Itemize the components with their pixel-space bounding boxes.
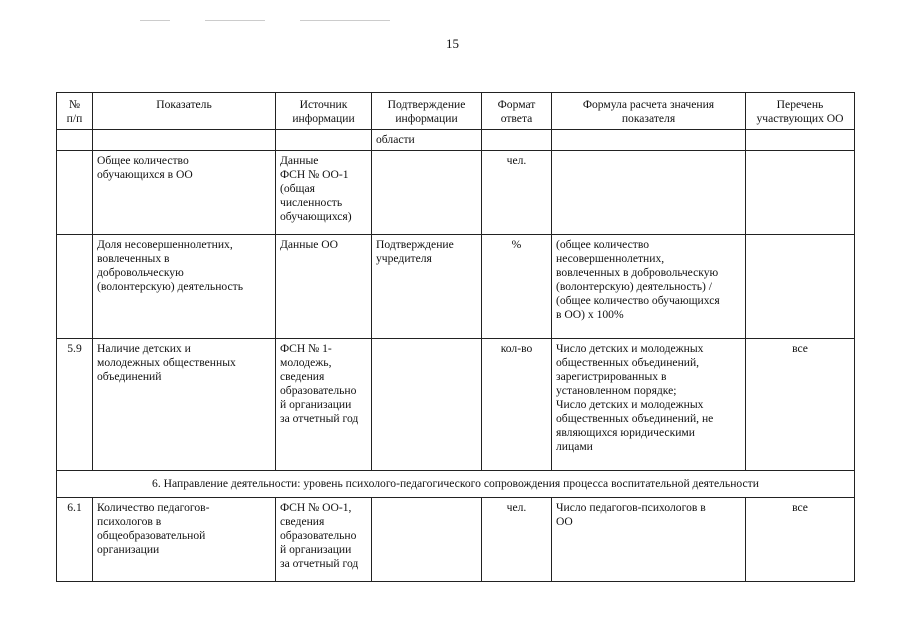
cell-format: кол-во	[482, 339, 552, 471]
scan-artifact	[300, 20, 390, 21]
cell-formula: Число педагогов-психологов в ОО	[552, 498, 746, 582]
cell-source: ФСН № ОО-1, сведения образовательно й организации за отчетный год	[276, 498, 372, 582]
cell-indicator: Доля несовершеннолетних, вовлеченных в добровольческую (волонтерскую) деятельность	[93, 235, 276, 339]
cell-formula: Число детских и молодежных общественных объединений, зарегистрированных в установленном порядке; Число детских и молодежных общественных объединений, не являющихся юридическими лицами	[552, 339, 746, 471]
indicator-table-container	[56, 92, 854, 582]
cell-num	[57, 235, 93, 339]
cell-confirmation	[372, 151, 482, 235]
header-participants: Перечень участвующих ОО	[746, 93, 855, 130]
header-indicator: Показатель	[93, 93, 276, 130]
table-row	[57, 339, 855, 471]
table-row	[57, 235, 855, 339]
cell-participants	[746, 235, 855, 339]
header-formula: Формула расчета значения показателя	[552, 93, 746, 130]
indicator-table	[56, 92, 855, 582]
cell-confirmation: Подтверждение учредителя	[372, 235, 482, 339]
cell-indicator: Количество педагогов- психологов в общеобразовательной организации	[93, 498, 276, 582]
table-header-row	[57, 93, 855, 130]
cell-source: ФСН № 1- молодежь, сведения образовательно й организации за отчетный год	[276, 339, 372, 471]
table-row	[57, 130, 855, 151]
cell-format: чел.	[482, 498, 552, 582]
page-number: 15	[446, 36, 459, 51]
cell-indicator: Наличие детских и молодежных общественных объединений	[93, 339, 276, 471]
header-confirmation: Подтверждение информации	[372, 93, 482, 130]
cell-format: чел.	[482, 151, 552, 235]
cell-num	[57, 130, 93, 151]
cell-confirmation	[372, 498, 482, 582]
table-row	[57, 151, 855, 235]
cell-indicator: Общее количество обучающихся в ОО	[93, 151, 276, 235]
cell-source: Данные ОО	[276, 235, 372, 339]
cell-format	[482, 130, 552, 151]
header-format: Формат ответа	[482, 93, 552, 130]
header-num: № п/п	[57, 93, 93, 130]
section-title: 6. Направление деятельности: уровень психолого-педагогического сопровождения процесса воспитательной деятельности	[57, 471, 855, 498]
cell-indicator	[93, 130, 276, 151]
section-row	[57, 471, 855, 498]
cell-confirmation	[372, 339, 482, 471]
cell-source: Данные ФСН № ОО-1 (общая численность обучающихся)	[276, 151, 372, 235]
cell-format: %	[482, 235, 552, 339]
scan-artifact	[205, 20, 265, 21]
header-source: Источник информации	[276, 93, 372, 130]
cell-num	[57, 151, 93, 235]
cell-num: 5.9	[57, 339, 93, 471]
cell-confirmation: области	[372, 130, 482, 151]
cell-formula	[552, 151, 746, 235]
table-row	[57, 498, 855, 582]
cell-participants: все	[746, 498, 855, 582]
cell-participants	[746, 151, 855, 235]
scan-artifact	[140, 20, 170, 21]
cell-source	[276, 130, 372, 151]
cell-participants: все	[746, 339, 855, 471]
cell-formula: (общее количество несовершеннолетних, вовлеченных в добровольческую (волонтерскую) деятельность) / (общее количество обучающихся в ОО) х 100%	[552, 235, 746, 339]
cell-formula	[552, 130, 746, 151]
cell-participants	[746, 130, 855, 151]
cell-num: 6.1	[57, 498, 93, 582]
